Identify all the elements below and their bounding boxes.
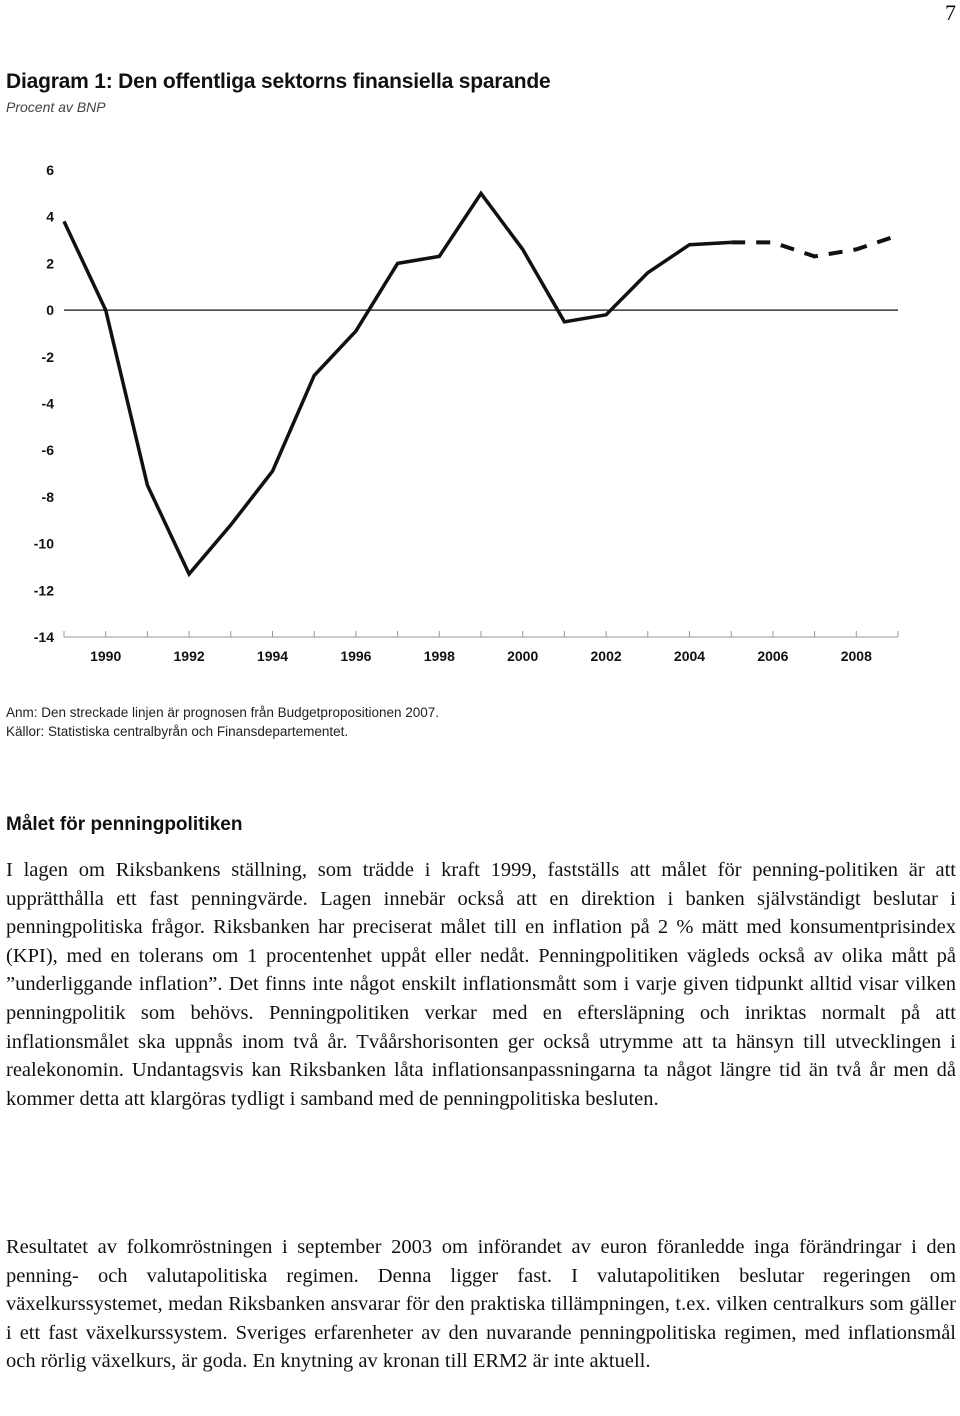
page-number: 7 <box>945 0 956 25</box>
y-tick-label: 0 <box>46 302 54 319</box>
line-chart <box>0 150 960 680</box>
y-tick-label: -4 <box>41 395 54 412</box>
y-axis-labels <box>34 162 54 645</box>
x-tick-label: 1990 <box>90 648 122 664</box>
body-paragraph-2: Resultatet av folkomröstningen i september 2003 om införandet av euron föranledde inga förändringar i den penning- och valutapolitiska regimen. Denna ligger fast. I valutapolitiken beslutar regeringen om växelkurssystemet, medan Riksbanken ansvarar för den praktiska tillämpningen, t.ex. vilken centralkurs som gäller i ett fast växelkurssystem. Sveriges erfarenheter av den nuvarande penningpolitiska regimen, med inflationsmål och rörlig växelkurs, är goda. En knytning av kronan till ERM2 är inte aktuell. <box>6 1236 956 1373</box>
x-tick-label: 2004 <box>673 648 706 664</box>
chart-note: Anm: Den streckade linjen är prognosen från Budgetpropositionen 2007. <box>6 705 440 720</box>
chart-title: Diagram 1: Den offentliga sektorns finansiella sparande <box>6 70 551 93</box>
outcome-series-line <box>64 193 731 574</box>
x-tick-label: 1996 <box>340 648 372 664</box>
section-heading: Målet för penningpolitiken <box>6 814 243 835</box>
forecast-series-line <box>731 235 898 256</box>
series-layer <box>64 193 898 574</box>
y-tick-label: -2 <box>41 348 54 365</box>
y-tick-label: 2 <box>46 255 54 272</box>
x-tick-label: 1998 <box>423 648 455 664</box>
y-tick-label: -6 <box>41 442 54 459</box>
x-tick-label: 2002 <box>590 648 622 664</box>
y-tick-label: -12 <box>33 582 54 599</box>
x-tick-label: 2008 <box>840 648 872 664</box>
x-tick-label: 1992 <box>173 648 205 664</box>
chart-subtitle: Procent av BNP <box>6 99 106 115</box>
x-tick-label: 1994 <box>256 648 289 664</box>
y-tick-label: -10 <box>33 535 54 552</box>
body-paragraph-1: I lagen om Riksbankens ställning, som trädde i kraft 1999, fastställs att målet för penning-politiken är att upprätthålla ett fast penningvärde. Lagen innebär också att en direktion i banken självständigt beslutar i penningpolitiska frågor. Riksbanken har preciserat målet till en inflation på 2 % mätt med konsumentprisindex (KPI), med en tolerans om 1 procentenhet uppåt eller nedåt. Penningpolitiken vägleds också av olika mått på ”underliggande inflation”. Det finns inte något enskilt inflationsmått som i varje given tidpunkt alltid visar vilken penningpolitik som behövs. Penningpolitiken verkar med en eftersläpning och inriktas normalt på att inflationsmålet ska uppnås inom två år. Tvåårshorisonten ger också utrymme att ta hänsyn till utvecklingen i realekonomin. Undantagsvis kan Riksbanken låta inflationsanpassningarna ta något längre tid än två år men då kommer detta att klargöras tydligt i samband med de penningpolitiska besluten. <box>6 859 956 1110</box>
x-tick-label: 2000 <box>507 648 539 664</box>
y-tick-label: -14 <box>33 629 54 645</box>
y-tick-label: -8 <box>41 488 54 505</box>
x-axis <box>64 310 898 664</box>
y-tick-label: 4 <box>46 208 54 225</box>
y-tick-label: 6 <box>46 162 54 178</box>
chart-sources: Källor: Statistiska centralbyrån och Finansdepartementet. <box>6 724 349 739</box>
x-tick-label: 2006 <box>757 648 789 664</box>
